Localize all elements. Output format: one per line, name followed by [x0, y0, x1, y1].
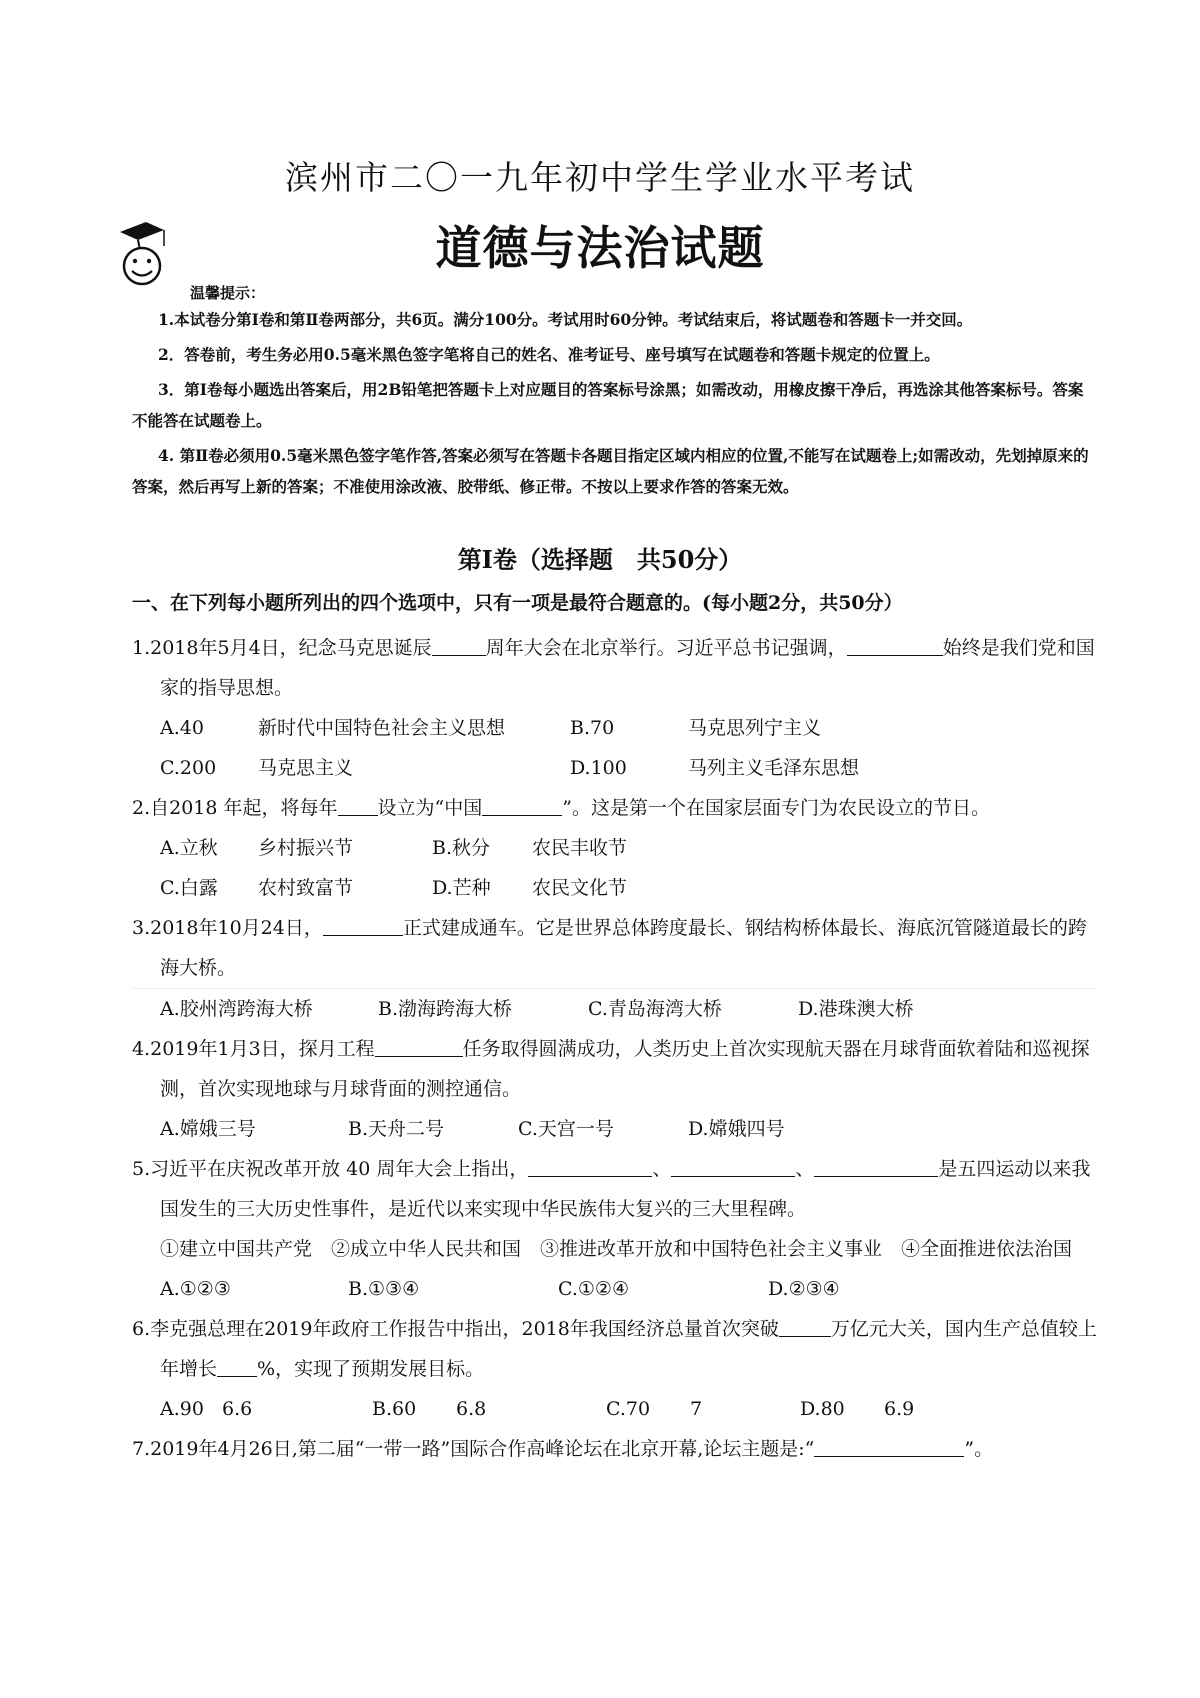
question-stem: 1.2018年5月4日，纪念马克思诞辰 周年大会在北京举行。习近平总书记强调， 始终是我们党和国家的指导思想。: [132, 637, 1095, 699]
option-letter: C.白露: [160, 877, 218, 899]
question-3: [132, 908, 1097, 1029]
option: B.①③④: [348, 1278, 420, 1300]
question-7: [132, 1429, 1097, 1469]
question-stem: 2.自2018 年起，将每年 设立为“中国 ”。这是第一个在国家层面专门为农民设立的节日。: [132, 797, 990, 819]
answer-blank: [779, 1316, 831, 1337]
answer-blank: [432, 635, 486, 656]
option-text: 马列主义毛泽东思想: [688, 757, 860, 779]
answer-blank: [814, 1156, 938, 1177]
option-text: 新时代中国特色社会主义思想: [258, 717, 506, 739]
option-letter: D.芒种: [432, 877, 491, 899]
exam-title: 滨州市二〇一九年初中学生学业水平考试: [285, 158, 915, 197]
question-2: [132, 788, 1097, 908]
option-row: [132, 748, 1097, 788]
option-row: [132, 1269, 1097, 1309]
option-text: 农民文化节: [532, 877, 628, 899]
subject-title: 道德与法治试题: [435, 221, 765, 275]
option-letter: C.200: [160, 757, 217, 779]
option-letter: A.40: [160, 717, 204, 739]
question-6: [132, 1309, 1097, 1429]
graduate-smiley-icon: [116, 220, 170, 292]
option-letter: D.100: [570, 757, 627, 779]
question-stem: 4.2019年1月3日，探月工程 任务取得圆满成功，人类历史上首次实现航天器在月球背面软着陆和巡视探测，首次实现地球与月球背面的测控通信。: [132, 1038, 1090, 1100]
option-text: 乡村振兴节: [258, 837, 354, 859]
option-row: [132, 708, 1097, 748]
exam-instructions: [132, 304, 1094, 506]
option-value: 7: [690, 1398, 703, 1420]
answer-blank: [671, 1156, 795, 1177]
option: A.嫦娥三号: [160, 1118, 256, 1140]
option-text: 农村致富节: [258, 877, 354, 899]
option-letter: D.80: [800, 1398, 845, 1420]
instruction-item: 4. 第Ⅱ卷必须用0.5毫米黑色签字笔作答,答案必须写在答题卡各题目指定区域内相应的位置,不能写在试题卷上;如需改动，先划掉原来的答案，然后再写上新的答案；不准使用涂改液、胶带纸、修正带。不按以上要求作答的答案无效。: [132, 446, 1089, 496]
instruction-item: 2．答卷前，考生务必用0.5毫米黑色签字笔将自己的姓名、准考证号、座号填写在试题卷和答题卡规定的位置上。: [158, 345, 940, 364]
option-text: 农民丰收节: [532, 837, 628, 859]
option-text: 马克思列宁主义: [688, 717, 822, 739]
option-letter: B.70: [570, 717, 615, 739]
option-letter: B.60: [372, 1398, 417, 1420]
option-letter: A.立秋: [160, 837, 218, 859]
answer-blank: [814, 1436, 964, 1457]
question-5: [132, 1149, 1097, 1309]
option: D.嫦娥四号: [688, 1118, 785, 1140]
instruction-item: 3．第Ⅰ卷每小题选出答案后，用2B铅笔把答题卡上对应题目的答案标号涂黑；如需改动，用橡皮擦干净后，再选涂其他答案标号。答案不能答在试题卷上。: [132, 380, 1084, 430]
question-1: [132, 628, 1097, 788]
option: C.青岛海湾大桥: [588, 998, 722, 1020]
option-row: [132, 989, 1097, 1029]
option: C.①②④: [558, 1278, 629, 1300]
question-stem: 7.2019年4月26日,第二届“一带一路”国际合作高峰论坛在北京开幕,论坛主题是:“ ”。: [132, 1438, 994, 1460]
option-letter: B.秋分: [432, 837, 491, 859]
answer-blank: [338, 795, 378, 816]
option: C.天宫一号: [518, 1118, 614, 1140]
answer-blank: [217, 1356, 257, 1377]
option-letter: C.70: [606, 1398, 651, 1420]
question-stem: 3.2018年10月24日， 正式建成通车。它是世界总体跨度最长、钢结构桥体最长、海底沉管隧道最长的跨海大桥。: [132, 917, 1087, 979]
option-value: 6.9: [884, 1398, 915, 1420]
option: B.渤海跨海大桥: [378, 998, 513, 1020]
question-items: ①建立中国共产党 ②成立中华人民共和国 ③推进改革开放和中国特色社会主义事业 ④全面推进依法治国: [160, 1238, 1073, 1260]
option: B.天舟二号: [348, 1118, 445, 1140]
answer-blank: [482, 795, 562, 816]
option: A.①②③: [160, 1278, 231, 1300]
answer-blank: [847, 635, 943, 656]
question-stem: 5.习近平在庆祝改革开放 40 周年大会上指出， 、 、 是五四运动以来我国发生的三大历史性事件，是近代以来实现中华民族伟大复兴的三大里程碑。: [132, 1158, 1091, 1220]
answer-blank: [323, 915, 403, 936]
answer-blank: [375, 1036, 463, 1057]
option-text: 马克思主义: [258, 757, 354, 779]
instruction-item: 1.本试卷分第Ⅰ卷和第Ⅱ卷两部分，共6页。满分100分。考试用时60分钟。考试结束后，将试题卷和答题卡一并交回。: [158, 310, 973, 329]
option-row: [132, 868, 1097, 908]
option-row: [132, 828, 1097, 868]
option: D.港珠澳大桥: [798, 998, 914, 1020]
answer-blank: [528, 1156, 652, 1177]
question-stem: 6.李克强总理在2019年政府工作报告中指出，2018年我国经济总量首次突破 万亿元大关，国内生产总值较上年增长 %，实现了预期发展目标。: [132, 1318, 1097, 1380]
option-value: 6.8: [456, 1398, 487, 1420]
option: A.胶州湾跨海大桥: [160, 998, 313, 1020]
tips-heading: 温馨提示：: [190, 284, 266, 302]
option-row: [132, 1109, 1097, 1149]
question-list: [132, 628, 1097, 1469]
option: D.②③④: [768, 1278, 840, 1300]
question-4: [132, 1029, 1097, 1149]
section-title: 第Ⅰ卷（选择题 共50分）: [457, 545, 743, 574]
option-value: 6.6: [222, 1398, 253, 1420]
section-instruction: 一、在下列每小题所列出的四个选项中，只有一项是最符合题意的。(每小题2分，共50分）: [132, 592, 903, 614]
option-row: [132, 1389, 1097, 1429]
option-letter: A.90: [160, 1398, 204, 1420]
